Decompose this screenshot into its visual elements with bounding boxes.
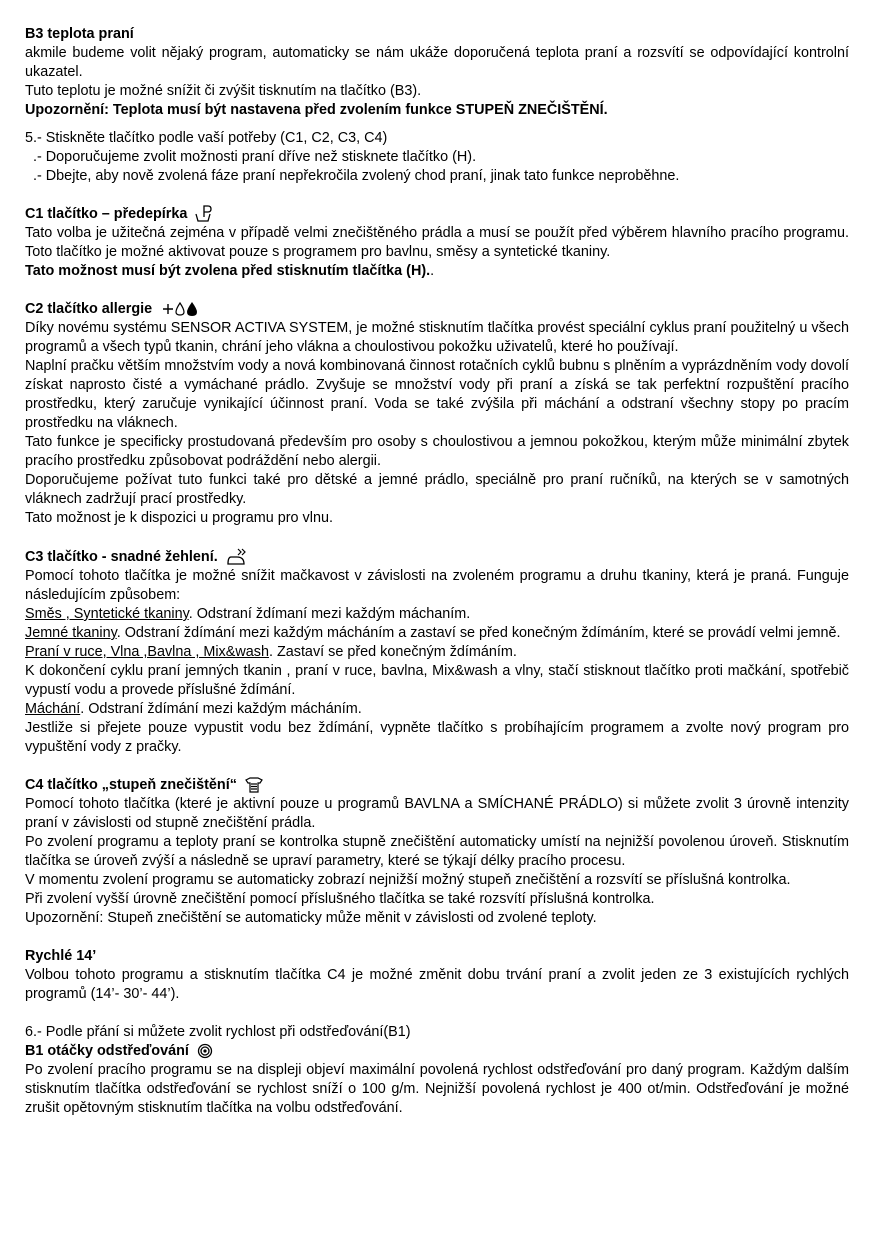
c4-heading bbox=[25, 776, 849, 795]
c2-paragraph-4: Doporučujeme požívat tuto funkci také pro dětské a jemné prádlo, speciálně pro praní ručníků, na kterých se v samotných vláknech zadržují prací prostředky. bbox=[25, 472, 849, 507]
manual-page bbox=[25, 25, 849, 1118]
step5-text: 5.- Stiskněte tlačítko podle vaší potřeby (C1, C2, C3, C4) bbox=[25, 130, 388, 146]
c3-heading bbox=[25, 547, 849, 567]
c3-item-1 bbox=[25, 605, 849, 624]
c3-item-4-label: Máchání bbox=[25, 701, 81, 717]
c3-item-1-label: Směs , Syntetické tkaniny bbox=[25, 606, 189, 622]
b3-paragraph-1: akmile budeme volit nějaký program, automaticky se nám ukáže doporučená teplota praní a rozsvítí se odpovídající kontrolní ukazatel. bbox=[25, 45, 849, 80]
c3-item-1-text: . Odstraní ždímaní mezi každým máchaním. bbox=[188, 606, 471, 622]
c3-paragraph-3: Jestliže si přejete pouze vypustit vodu bez ždímání, vypněte tlačítko s probíhajícím programem a zvolte nový program pro vypuštění vody z pračky. bbox=[25, 720, 849, 755]
quick-heading: Rychlé 14’ bbox=[25, 948, 97, 964]
b1-title: B1 otáčky odstřeďování bbox=[25, 1043, 189, 1059]
c1-title: C1 tlačítko – předepírka bbox=[25, 206, 188, 222]
c2-paragraph-5: Tato možnost je k dispozici u programu pro vlnu. bbox=[25, 510, 333, 526]
c2-heading bbox=[25, 300, 849, 319]
c1-note-bold: Tato možnost musí být zvolena před stisknutím tlačítka (H). bbox=[25, 263, 431, 279]
c3-item-2-label: Jemné tkaniny bbox=[25, 625, 117, 641]
c3-item-4 bbox=[25, 700, 849, 719]
c1-note-tail: . bbox=[430, 263, 435, 279]
soil-level-icon bbox=[245, 777, 263, 793]
c3-item-4-text: . Odstraní ždímání mezi každým mácháním. bbox=[80, 701, 362, 717]
quick-paragraph: Volbou tohoto programu a stisknutím tlačítka C4 je možné změnit dobu trvání praní a zvolit jeden ze 3 existujících rychlých programů (14’- 30’- 44’). bbox=[25, 967, 849, 1002]
c4-paragraph-1: Pomocí tohoto tlačítka (které je aktivní pouze u programů BAVLNA a SMÍCHANÉ PRÁDLO) si můžete zvolit 3 úrovně intenzity praní v závislosti od stupně znečištění prádla. bbox=[25, 796, 849, 831]
c4-paragraph-5: Upozornění: Stupeň znečištění se automaticky může měnit v závislosti od zvolené teploty. bbox=[25, 910, 597, 926]
c1-paragraph-1: Tato volba je užitečná zejména v případě velmi znečištěného prádla a musí se použít před výběrem hlavního pracího programu. Toto tlačítko je možné aktivovat pouze s programem pro bavlnu, směsy a syntetické tkaniny. bbox=[25, 225, 849, 260]
step5-note-1: .- Doporučujeme zvolit možnosti praní dříve než stisknete tlačítko (H). bbox=[33, 149, 477, 165]
c4-paragraph-4: Při zvolení vyšší úrovně znečištění pomocí příslušného tlačítka se také rozsvítí příslušná kontrolka. bbox=[25, 891, 655, 907]
step6-text: 6.- Podle přání si můžete zvolit rychlost při odstřeďování(B1) bbox=[25, 1024, 411, 1040]
c3-item-3 bbox=[25, 643, 849, 662]
c3-paragraph-2: K dokončení cyklu praní jemných tkanin , praní v ruce, bavlna, Mix&wash a vlny, stačí stisknout tlačítko proti mačkání, spotřebič vypustí vodu a provede příslušné ždímání. bbox=[25, 663, 849, 698]
c2-paragraph-1: Díky novému systému SENSOR ACTIVA SYSTEM, je možné stisknutím tlačítka provést speciální cyklus praní použitelný u všech programů a všech typů tkanin, chrání jeho vlákna a choulostivou pokožku uživatelů, které ho používají. bbox=[25, 320, 849, 355]
b1-heading bbox=[25, 1042, 849, 1061]
c1-paragraph-2 bbox=[25, 262, 849, 281]
c3-item-3-text: . Zastaví se před konečným ždímáním. bbox=[268, 644, 517, 660]
c2-paragraph-2: Naplní pračku větším množstvím vody a nová kombinovaná činnost rotačních cyklů bubnu s plněním a vyprázdněním vody dovolí získat naprosto čisté a vymáchané prádlo. Zvyšuje se množství vody při praní a získá se tak perfektní rozpuštění pracího prostředku, který zaručuje vynikající účinnost praní. Voda se také zvýšila při máchání a odstraní všechny stopy po pracím prostředku na vláknech. bbox=[25, 358, 849, 431]
spin-icon bbox=[197, 1043, 213, 1059]
easy-iron-icon bbox=[226, 547, 248, 567]
c3-title: C3 tlačítko - snadné žehlení. bbox=[25, 548, 218, 565]
c4-paragraph-2: Po zvolení programu a teploty praní se kontrolka stupně znečištění automaticky umístí na nejnižší povolenou úroveň. Stisknutím tlačítka se úroveň zvýší a následně se upraví parametry, které se týkají délky pracího procesu. bbox=[25, 834, 849, 869]
c4-title: C4 tlačítko „stupeň znečištění“ bbox=[25, 777, 237, 793]
b3-warning: Upozornění: Teplota musí být nastavena před zvolením funkce STUPEŇ ZNEČIŠTĚNÍ. bbox=[25, 102, 608, 118]
c3-item-2 bbox=[25, 624, 849, 643]
prewash-icon bbox=[195, 205, 213, 223]
allergy-icon bbox=[160, 301, 200, 317]
c2-title: C2 tlačítko allergie bbox=[25, 301, 153, 317]
c3-paragraph-1: Pomocí tohoto tlačítka je možné snížit mačkavost v závislosti na zvoleném programu a druhu tkaniny, která je praná. Funguje následujícím způsobem: bbox=[25, 568, 849, 603]
b3-paragraph-2: Tuto teplotu je možné snížit či zvýšit tisknutím na tlačítko (B3). bbox=[25, 83, 422, 99]
b3-heading: B3 teplota praní bbox=[25, 26, 134, 42]
c1-heading bbox=[25, 205, 849, 224]
c3-item-2-text: . Odstraní ždímání mezi každým mácháním a zastaví se před konečným ždímáním, které se provádí velmi jemně. bbox=[116, 625, 841, 641]
step5-note-2: .- Dbejte, aby nově zvolená fáze praní nepřekročila zvolený chod praní, jinak tato funkce neproběhne. bbox=[33, 168, 680, 184]
c3-item-3-label: Praní v ruce, Vlna ,Bavlna , Mix&wash bbox=[25, 644, 269, 660]
c4-paragraph-3: V momentu zvolení programu se automaticky zobrazí nejnižší možný stupeň znečištění a rozsvítí se příslušná kontrolka. bbox=[25, 872, 791, 888]
c2-paragraph-3: Tato funkce je specificky prostudovaná především pro osoby s choulostivou a jemnou pokožkou, kterým může minimální zbytek pracího prostředku způsobovat podráždění nebo alergii. bbox=[25, 434, 849, 469]
b1-paragraph: Po zvolení pracího programu se na displeji objeví maximální povolená rychlost odstřeďování pro daný program. Každým dalším stisknutím tlačítka odstřeďování se rychlost sníží o 100 g/m. Nejnižší povolená rychlost je 400 ot/min. Odstřeďování je možné zrušit opětovným stisknutím tlačítka na volbu odstřeďování. bbox=[25, 1062, 849, 1116]
